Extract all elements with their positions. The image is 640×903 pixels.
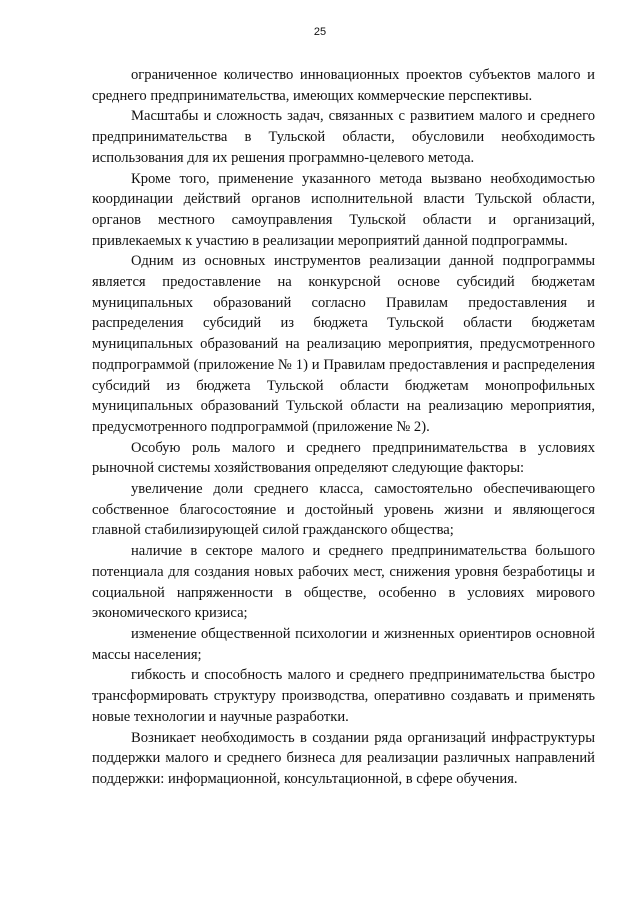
paragraph-10: Возникает необходимость в создании ряда организаций инфраструктуры поддержки малого и среднего бизнеса для реализации различных направлений поддержки: информационной, консультационной, в сфере обучения. (92, 729, 595, 787)
paragraph-6: увеличение доли среднего класса, самостоятельно обеспечивающего собственное благосостояние и достойный уровень жизни и являющегося главной стабилизирующей силой гражданского общества; (92, 481, 595, 539)
paragraph-5: Особую роль малого и среднего предпринимательства в условиях рыночной системы хозяйствования определяют следующие факторы: (92, 439, 595, 477)
paragraph-8: изменение общественной психологии и жизненных ориентиров основной массы населения; (92, 625, 595, 663)
paragraph-4: Одним из основных инструментов реализации данной подпрограммы является предоставление на конкурсной основе субсидий бюджетам муниципальных образований согласно Правилам предоставления и распределения субсидий из бюджета Тульской области бюджетам муниципальных образований на реализацию мероприятия, предусмотренного подпрограммой (приложение № 1) и Правилам предоставления и распределения субсидий из бюджета Тульской области бюджетам монопрофильных муниципальных образований Тульской области на реализацию мероприятия, предусмотренного подпрограммой (приложение № 2). (92, 253, 595, 435)
paragraph-1: ограниченное количество инновационных проектов субъектов малого и среднего предпринимательства, имеющих коммерческие перспективы. (92, 67, 595, 104)
body-text (92, 65, 595, 790)
paragraph-9: гибкость и способность малого и среднего предпринимательства быстро трансформировать структуру производства, оперативно создавать и применять новые технологии и научные разработки. (92, 667, 595, 725)
page-number: 25 (313, 26, 327, 38)
paragraph-3: Кроме того, применение указанного метода вызвано необходимостью координации действий органов исполнительной власти Тульской области, органов местного самоуправления Тульской области и организаций, привлекаемых к участию в реализации мероприятий данной подпрограммы. (92, 170, 595, 249)
paragraph-2: Масштабы и сложность задач, связанных с развитием малого и среднего предпринимательства в Тульской области, обусловили необходимость использования для их решения программно-целевого метода. (92, 108, 595, 166)
paragraph-7: наличие в секторе малого и среднего предпринимательства большого потенциала для создания новых рабочих мест, снижения уровня безработицы и социальной напряженности в обществе, особенно в условиях мирового экономического кризиса; (92, 543, 595, 622)
